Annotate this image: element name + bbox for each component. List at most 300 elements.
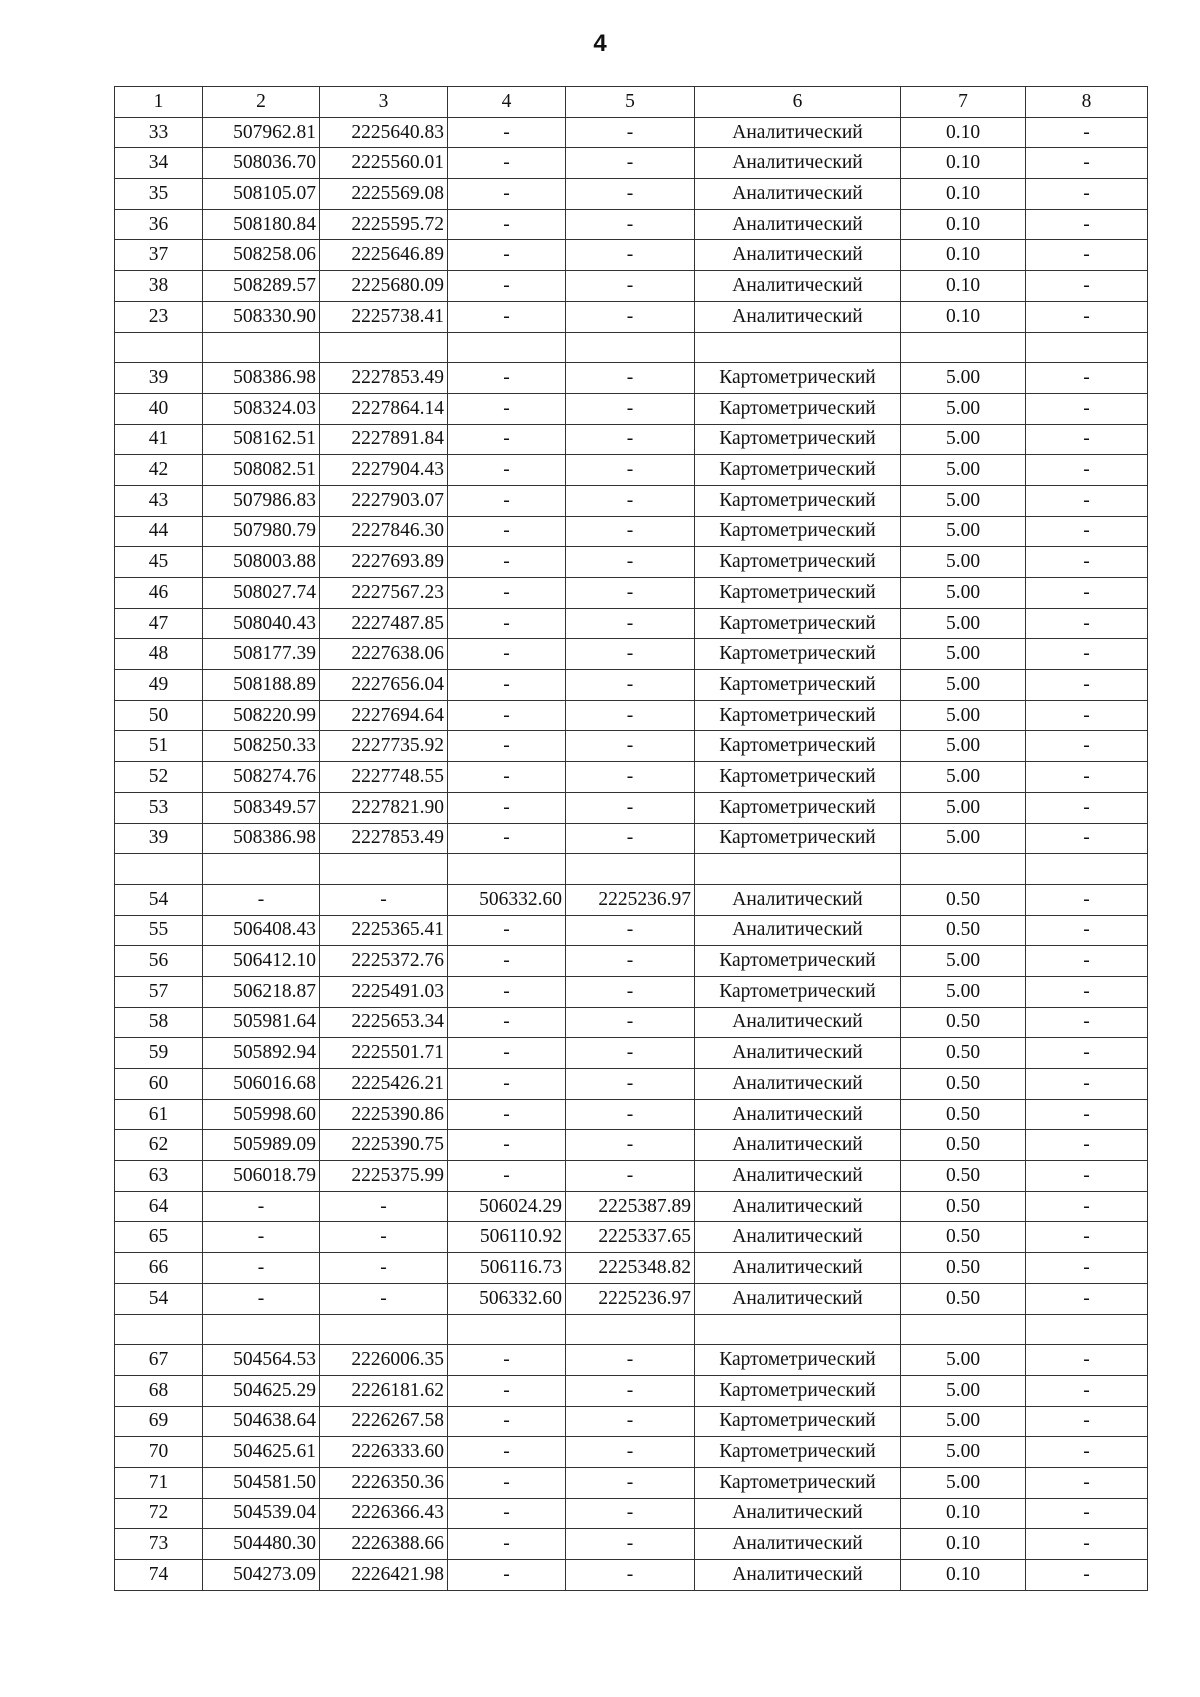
- cell-method: Аналитический: [695, 1283, 901, 1314]
- cell-y-existing: 2227567.23: [320, 578, 448, 609]
- cell-x-new: -: [448, 271, 566, 302]
- cell-point-number: [115, 332, 203, 363]
- table-row: [115, 792, 1148, 823]
- cell-x-existing: 505989.09: [203, 1130, 320, 1161]
- cell-x-new: -: [448, 762, 566, 793]
- table-row: [115, 1191, 1148, 1222]
- cell-x-new: 506116.73: [448, 1253, 566, 1284]
- cell-y-new: [566, 854, 695, 885]
- cell-y-new: -: [566, 1529, 695, 1560]
- cell-x-new: [448, 332, 566, 363]
- table-row: [115, 1007, 1148, 1038]
- cell-y-new: 2225236.97: [566, 884, 695, 915]
- table-row: [115, 1130, 1148, 1161]
- cell-y-existing: 2227846.30: [320, 516, 448, 547]
- cell-x-existing: 504273.09: [203, 1560, 320, 1591]
- cell-method: Картометрический: [695, 639, 901, 670]
- cell-description: -: [1026, 516, 1148, 547]
- cell-y-new: -: [566, 1069, 695, 1100]
- cell-y-existing: 2225375.99: [320, 1161, 448, 1192]
- cell-x-new: -: [448, 485, 566, 516]
- cell-point-number: 68: [115, 1375, 203, 1406]
- cell-x-existing: 506412.10: [203, 946, 320, 977]
- cell-y-existing: 2227487.85: [320, 608, 448, 639]
- table-row: [115, 424, 1148, 455]
- cell-accuracy: 5.00: [901, 1406, 1026, 1437]
- cell-x-existing: 505892.94: [203, 1038, 320, 1069]
- cell-method: Картометрический: [695, 700, 901, 731]
- cell-y-new: -: [566, 1099, 695, 1130]
- cell-point-number: 43: [115, 485, 203, 516]
- cell-accuracy: [901, 854, 1026, 885]
- table-row: [115, 700, 1148, 731]
- cell-y-existing: -: [320, 1222, 448, 1253]
- cell-y-new: -: [566, 731, 695, 762]
- cell-method: [695, 1314, 901, 1345]
- cell-y-new: -: [566, 578, 695, 609]
- table-row: [115, 117, 1148, 148]
- cell-y-new: -: [566, 547, 695, 578]
- cell-description: -: [1026, 271, 1148, 302]
- cell-y-existing: 2225426.21: [320, 1069, 448, 1100]
- cell-x-existing: 507980.79: [203, 516, 320, 547]
- cell-accuracy: 5.00: [901, 1437, 1026, 1468]
- cell-x-existing: 508220.99: [203, 700, 320, 731]
- cell-description: -: [1026, 1437, 1148, 1468]
- cell-description: -: [1026, 1191, 1148, 1222]
- cell-x-new: -: [448, 455, 566, 486]
- cell-y-existing: 2225653.34: [320, 1007, 448, 1038]
- cell-description: -: [1026, 946, 1148, 977]
- cell-method: Аналитический: [695, 1222, 901, 1253]
- cell-y-new: -: [566, 1161, 695, 1192]
- cell-x-new: -: [448, 179, 566, 210]
- cell-x-new: -: [448, 1007, 566, 1038]
- cell-x-new: 506110.92: [448, 1222, 566, 1253]
- cell-y-new: -: [566, 792, 695, 823]
- cell-accuracy: 5.00: [901, 393, 1026, 424]
- cell-description: -: [1026, 1253, 1148, 1284]
- cell-method: Картометрический: [695, 363, 901, 394]
- cell-x-existing: 506408.43: [203, 915, 320, 946]
- cell-method: Аналитический: [695, 301, 901, 332]
- table-row: [115, 670, 1148, 701]
- table-row: [115, 393, 1148, 424]
- cell-x-new: -: [448, 731, 566, 762]
- cell-point-number: 67: [115, 1345, 203, 1376]
- cell-x-new: -: [448, 148, 566, 179]
- cell-point-number: 37: [115, 240, 203, 271]
- cell-x-new: -: [448, 1560, 566, 1591]
- column-header-6: 6: [695, 87, 901, 118]
- table-row: [115, 1069, 1148, 1100]
- cell-y-new: -: [566, 363, 695, 394]
- cell-method: Картометрический: [695, 762, 901, 793]
- cell-x-new: -: [448, 792, 566, 823]
- cell-x-new: -: [448, 823, 566, 854]
- cell-y-existing: 2226388.66: [320, 1529, 448, 1560]
- cell-method: Картометрический: [695, 424, 901, 455]
- table-row: [115, 1161, 1148, 1192]
- cell-accuracy: [901, 332, 1026, 363]
- cell-point-number: 72: [115, 1498, 203, 1529]
- cell-x-existing: -: [203, 1253, 320, 1284]
- cell-x-new: -: [448, 1529, 566, 1560]
- cell-y-existing: 2227864.14: [320, 393, 448, 424]
- cell-description: -: [1026, 301, 1148, 332]
- cell-x-new: -: [448, 1406, 566, 1437]
- cell-method: Аналитический: [695, 271, 901, 302]
- cell-y-existing: 2225501.71: [320, 1038, 448, 1069]
- table-row: [115, 1406, 1148, 1437]
- cell-accuracy: 0.50: [901, 1283, 1026, 1314]
- cell-y-existing: 2227638.06: [320, 639, 448, 670]
- cell-y-existing: 2227748.55: [320, 762, 448, 793]
- cell-accuracy: [901, 1314, 1026, 1345]
- cell-description: -: [1026, 700, 1148, 731]
- cell-x-new: -: [448, 301, 566, 332]
- cell-point-number: 39: [115, 363, 203, 394]
- cell-method: Аналитический: [695, 117, 901, 148]
- cell-x-existing: 506218.87: [203, 976, 320, 1007]
- cell-y-existing: 2227694.64: [320, 700, 448, 731]
- cell-x-new: 506332.60: [448, 884, 566, 915]
- cell-accuracy: 5.00: [901, 363, 1026, 394]
- cell-point-number: 50: [115, 700, 203, 731]
- cell-method: Картометрический: [695, 1375, 901, 1406]
- cell-accuracy: 5.00: [901, 424, 1026, 455]
- cell-x-new: -: [448, 240, 566, 271]
- cell-description: -: [1026, 1222, 1148, 1253]
- cell-y-new: [566, 332, 695, 363]
- cell-y-new: -: [566, 1007, 695, 1038]
- cell-method: Картометрический: [695, 946, 901, 977]
- table-row: [115, 1222, 1148, 1253]
- cell-accuracy: 5.00: [901, 1375, 1026, 1406]
- cell-accuracy: 0.50: [901, 884, 1026, 915]
- cell-point-number: 62: [115, 1130, 203, 1161]
- cell-accuracy: 0.10: [901, 148, 1026, 179]
- coordinates-table: [114, 86, 1148, 1591]
- cell-x-existing: 507986.83: [203, 485, 320, 516]
- cell-x-new: -: [448, 117, 566, 148]
- cell-accuracy: 5.00: [901, 762, 1026, 793]
- cell-y-existing: 2225560.01: [320, 148, 448, 179]
- cell-description: -: [1026, 884, 1148, 915]
- cell-y-new: -: [566, 1375, 695, 1406]
- cell-x-existing: 508180.84: [203, 209, 320, 240]
- cell-y-new: -: [566, 700, 695, 731]
- cell-description: -: [1026, 976, 1148, 1007]
- cell-x-existing: 508177.39: [203, 639, 320, 670]
- cell-point-number: 65: [115, 1222, 203, 1253]
- cell-description: -: [1026, 1406, 1148, 1437]
- cell-x-existing: 507962.81: [203, 117, 320, 148]
- cell-x-existing: -: [203, 884, 320, 915]
- table-row: [115, 455, 1148, 486]
- cell-y-existing: [320, 854, 448, 885]
- cell-method: Аналитический: [695, 1038, 901, 1069]
- cell-x-existing: 506018.79: [203, 1161, 320, 1192]
- cell-point-number: 42: [115, 455, 203, 486]
- table-body: [115, 117, 1148, 1590]
- cell-description: -: [1026, 1498, 1148, 1529]
- cell-point-number: 60: [115, 1069, 203, 1100]
- cell-point-number: 58: [115, 1007, 203, 1038]
- cell-y-existing: 2225738.41: [320, 301, 448, 332]
- cell-point-number: 59: [115, 1038, 203, 1069]
- cell-y-new: -: [566, 209, 695, 240]
- cell-method: Аналитический: [695, 179, 901, 210]
- cell-y-new: -: [566, 823, 695, 854]
- cell-accuracy: 0.50: [901, 915, 1026, 946]
- cell-y-new: -: [566, 485, 695, 516]
- cell-method: [695, 854, 901, 885]
- cell-x-existing: 504638.64: [203, 1406, 320, 1437]
- cell-x-new: -: [448, 1161, 566, 1192]
- cell-y-existing: 2225680.09: [320, 271, 448, 302]
- cell-y-existing: 2227903.07: [320, 485, 448, 516]
- cell-description: -: [1026, 485, 1148, 516]
- cell-x-new: -: [448, 700, 566, 731]
- cell-method: Картометрический: [695, 455, 901, 486]
- cell-y-new: -: [566, 1406, 695, 1437]
- cell-y-new: -: [566, 608, 695, 639]
- cell-accuracy: 5.00: [901, 976, 1026, 1007]
- cell-y-existing: 2227853.49: [320, 363, 448, 394]
- cell-y-new: [566, 1314, 695, 1345]
- cell-method: Аналитический: [695, 1069, 901, 1100]
- cell-x-existing: 508162.51: [203, 424, 320, 455]
- cell-y-new: -: [566, 1498, 695, 1529]
- cell-description: -: [1026, 792, 1148, 823]
- cell-accuracy: 5.00: [901, 792, 1026, 823]
- cell-accuracy: 0.50: [901, 1130, 1026, 1161]
- cell-x-existing: 508082.51: [203, 455, 320, 486]
- cell-x-existing: 508258.06: [203, 240, 320, 271]
- cell-x-existing: 504625.29: [203, 1375, 320, 1406]
- cell-accuracy: 5.00: [901, 731, 1026, 762]
- cell-y-existing: [320, 332, 448, 363]
- cell-x-existing: 504539.04: [203, 1498, 320, 1529]
- cell-point-number: 53: [115, 792, 203, 823]
- cell-x-existing: 504625.61: [203, 1437, 320, 1468]
- cell-x-new: -: [448, 1038, 566, 1069]
- cell-point-number: 35: [115, 179, 203, 210]
- cell-point-number: 33: [115, 117, 203, 148]
- cell-x-new: -: [448, 1437, 566, 1468]
- table-row: [115, 1529, 1148, 1560]
- table-row: [115, 1099, 1148, 1130]
- cell-y-existing: -: [320, 1253, 448, 1284]
- cell-y-existing: 2226421.98: [320, 1560, 448, 1591]
- cell-description: [1026, 854, 1148, 885]
- cell-x-new: -: [448, 209, 566, 240]
- cell-description: -: [1026, 608, 1148, 639]
- cell-x-existing: 508349.57: [203, 792, 320, 823]
- cell-point-number: 47: [115, 608, 203, 639]
- cell-method: Аналитический: [695, 240, 901, 271]
- cell-y-existing: 2225390.86: [320, 1099, 448, 1130]
- cell-point-number: 51: [115, 731, 203, 762]
- cell-method: Аналитический: [695, 1099, 901, 1130]
- cell-method: Аналитический: [695, 1007, 901, 1038]
- cell-x-existing: 508386.98: [203, 823, 320, 854]
- cell-y-new: -: [566, 1038, 695, 1069]
- cell-accuracy: 0.50: [901, 1007, 1026, 1038]
- cell-y-new: -: [566, 1560, 695, 1591]
- cell-x-new: -: [448, 1130, 566, 1161]
- cell-method: Аналитический: [695, 1130, 901, 1161]
- cell-point-number: 45: [115, 547, 203, 578]
- cell-point-number: 41: [115, 424, 203, 455]
- cell-description: -: [1026, 148, 1148, 179]
- table-row: [115, 209, 1148, 240]
- cell-x-existing: 506016.68: [203, 1069, 320, 1100]
- cell-description: -: [1026, 1467, 1148, 1498]
- cell-x-existing: 508105.07: [203, 179, 320, 210]
- cell-x-new: -: [448, 1099, 566, 1130]
- cell-description: -: [1026, 455, 1148, 486]
- table-row: [115, 946, 1148, 977]
- cell-y-existing: 2226006.35: [320, 1345, 448, 1376]
- cell-accuracy: 5.00: [901, 700, 1026, 731]
- cell-x-new: -: [448, 1498, 566, 1529]
- cell-y-existing: 2225569.08: [320, 179, 448, 210]
- cell-accuracy: 5.00: [901, 1467, 1026, 1498]
- cell-point-number: 54: [115, 1283, 203, 1314]
- cell-method: Аналитический: [695, 148, 901, 179]
- cell-description: -: [1026, 1007, 1148, 1038]
- cell-y-new: -: [566, 301, 695, 332]
- cell-point-number: 39: [115, 823, 203, 854]
- column-header-8: 8: [1026, 87, 1148, 118]
- separator-row: [115, 1314, 1148, 1345]
- cell-description: [1026, 1314, 1148, 1345]
- cell-point-number: 34: [115, 148, 203, 179]
- cell-method: Картометрический: [695, 731, 901, 762]
- cell-accuracy: 0.10: [901, 240, 1026, 271]
- cell-description: -: [1026, 1099, 1148, 1130]
- cell-y-existing: 2226366.43: [320, 1498, 448, 1529]
- table-row: [115, 823, 1148, 854]
- cell-method: [695, 332, 901, 363]
- cell-y-new: -: [566, 148, 695, 179]
- table-row: [115, 240, 1148, 271]
- cell-method: Картометрический: [695, 1406, 901, 1437]
- cell-method: Аналитический: [695, 1498, 901, 1529]
- cell-y-new: -: [566, 240, 695, 271]
- cell-method: Аналитический: [695, 1560, 901, 1591]
- cell-y-existing: 2227853.49: [320, 823, 448, 854]
- cell-method: Картометрический: [695, 1345, 901, 1376]
- table-row: [115, 578, 1148, 609]
- cell-method: Аналитический: [695, 1191, 901, 1222]
- cell-x-new: [448, 1314, 566, 1345]
- cell-method: Картометрический: [695, 608, 901, 639]
- cell-y-new: -: [566, 1437, 695, 1468]
- cell-method: Картометрический: [695, 393, 901, 424]
- cell-accuracy: 5.00: [901, 946, 1026, 977]
- cell-y-existing: 2225491.03: [320, 976, 448, 1007]
- cell-method: Аналитический: [695, 209, 901, 240]
- page-number: 4: [593, 30, 607, 57]
- cell-method: Картометрический: [695, 578, 901, 609]
- cell-y-new: -: [566, 179, 695, 210]
- cell-description: -: [1026, 1375, 1148, 1406]
- cell-description: -: [1026, 639, 1148, 670]
- cell-accuracy: 5.00: [901, 547, 1026, 578]
- cell-point-number: 57: [115, 976, 203, 1007]
- table-row: [115, 1345, 1148, 1376]
- cell-method: Аналитический: [695, 1253, 901, 1284]
- cell-y-existing: -: [320, 1283, 448, 1314]
- table-row: [115, 301, 1148, 332]
- cell-point-number: 73: [115, 1529, 203, 1560]
- cell-x-new: -: [448, 976, 566, 1007]
- cell-accuracy: 5.00: [901, 823, 1026, 854]
- cell-x-new: 506332.60: [448, 1283, 566, 1314]
- cell-x-new: -: [448, 608, 566, 639]
- cell-x-existing: 504581.50: [203, 1467, 320, 1498]
- cell-description: -: [1026, 915, 1148, 946]
- cell-x-new: -: [448, 1345, 566, 1376]
- cell-point-number: 49: [115, 670, 203, 701]
- table-row: [115, 1467, 1148, 1498]
- cell-x-existing: [203, 854, 320, 885]
- cell-y-new: -: [566, 271, 695, 302]
- cell-x-existing: 504480.30: [203, 1529, 320, 1560]
- table-row: [115, 1253, 1148, 1284]
- cell-x-existing: 508274.76: [203, 762, 320, 793]
- cell-x-existing: 508036.70: [203, 148, 320, 179]
- table-row: [115, 148, 1148, 179]
- cell-accuracy: 5.00: [901, 608, 1026, 639]
- cell-accuracy: 0.50: [901, 1222, 1026, 1253]
- cell-y-existing: 2227693.89: [320, 547, 448, 578]
- cell-x-new: -: [448, 915, 566, 946]
- cell-y-new: 2225236.97: [566, 1283, 695, 1314]
- cell-method: Картометрический: [695, 976, 901, 1007]
- cell-accuracy: 0.50: [901, 1253, 1026, 1284]
- cell-y-existing: -: [320, 1191, 448, 1222]
- cell-method: Аналитический: [695, 915, 901, 946]
- cell-point-number: 63: [115, 1161, 203, 1192]
- cell-y-new: -: [566, 393, 695, 424]
- cell-y-new: -: [566, 424, 695, 455]
- cell-x-existing: 505998.60: [203, 1099, 320, 1130]
- cell-y-new: -: [566, 455, 695, 486]
- cell-accuracy: 0.10: [901, 301, 1026, 332]
- cell-x-existing: 508188.89: [203, 670, 320, 701]
- cell-x-new: -: [448, 363, 566, 394]
- cell-description: -: [1026, 393, 1148, 424]
- cell-y-existing: 2226181.62: [320, 1375, 448, 1406]
- cell-x-existing: [203, 1314, 320, 1345]
- cell-y-new: -: [566, 1130, 695, 1161]
- table-row: [115, 1283, 1148, 1314]
- cell-x-existing: -: [203, 1283, 320, 1314]
- cell-accuracy: 0.50: [901, 1038, 1026, 1069]
- cell-point-number: 55: [115, 915, 203, 946]
- cell-accuracy: 0.10: [901, 1529, 1026, 1560]
- cell-point-number: 23: [115, 301, 203, 332]
- cell-y-existing: 2226333.60: [320, 1437, 448, 1468]
- table-row: [115, 1375, 1148, 1406]
- cell-x-new: -: [448, 639, 566, 670]
- cell-method: Картометрический: [695, 547, 901, 578]
- cell-y-existing: 2226350.36: [320, 1467, 448, 1498]
